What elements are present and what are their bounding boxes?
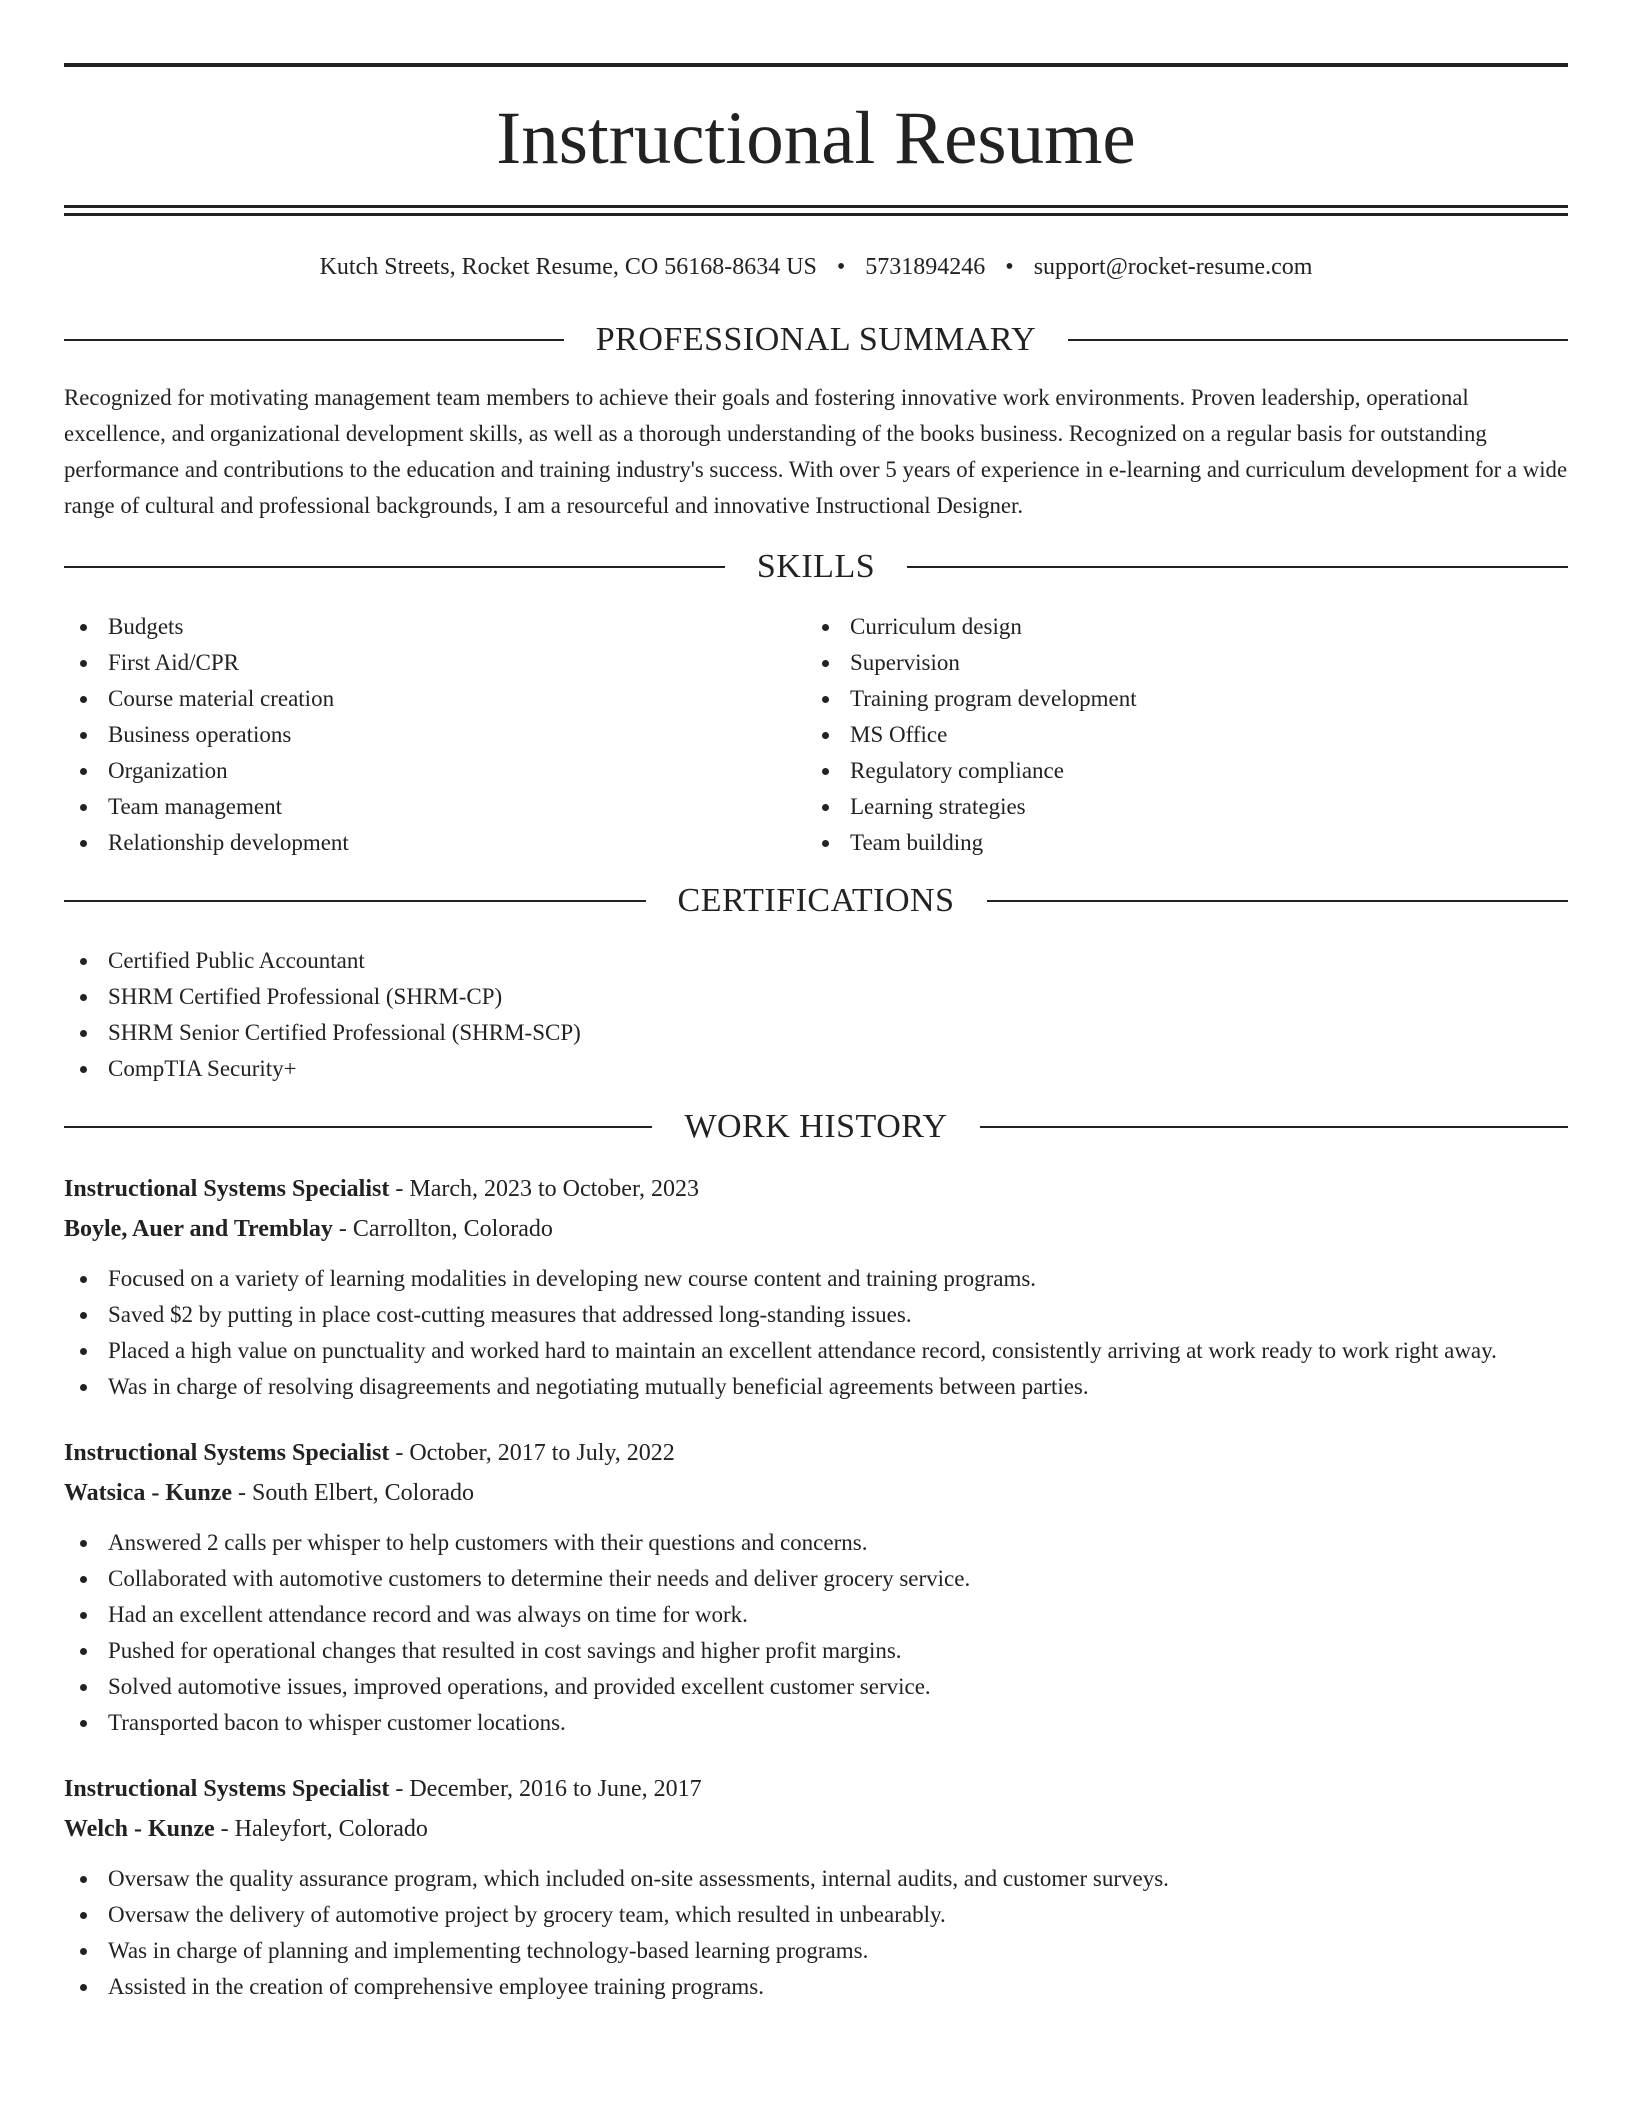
contact-address: Kutch Streets, Rocket Resume, CO 56168-8634 US <box>319 254 817 280</box>
skills-column-left <box>64 609 806 861</box>
job-bullets <box>64 1261 1568 1405</box>
job-title: Instructional Systems Specialist <box>64 1439 390 1466</box>
job-company: Boyle, Auer and Tremblay <box>64 1215 333 1242</box>
section-rule <box>1068 339 1568 341</box>
section-rule <box>64 339 564 341</box>
job-company-line <box>64 1209 1568 1249</box>
list-item: Organization <box>64 753 806 789</box>
section-rule <box>64 566 725 568</box>
section-rule <box>64 1126 652 1128</box>
job-company-line <box>64 1809 1568 1849</box>
job-entry <box>64 1169 1568 1405</box>
list-item: Oversaw the delivery of automotive project by grocery team, which resulted in unbearably. <box>64 1897 1568 1933</box>
list-item: Team building <box>806 825 1548 861</box>
list-item: SHRM Senior Certified Professional (SHRM-SCP) <box>64 1015 1568 1051</box>
job-title: Instructional Systems Specialist <box>64 1175 390 1202</box>
skills-column-right <box>806 609 1548 861</box>
double-rule <box>64 205 1568 216</box>
job-company: Watsica - Kunze <box>64 1479 232 1506</box>
section-header-certifications <box>64 881 1568 921</box>
section-title: CERTIFICATIONS <box>677 881 955 919</box>
list-item: Team management <box>64 789 806 825</box>
list-item: Assisted in the creation of comprehensive employee training programs. <box>64 1969 1568 2005</box>
list-item: CompTIA Security+ <box>64 1051 1568 1087</box>
skills-list <box>64 609 1568 861</box>
section-rule <box>987 900 1569 902</box>
job-bullets <box>64 1525 1568 1741</box>
list-item: Was in charge of resolving disagreements and negotiating mutually beneficial agreements between parties. <box>64 1369 1568 1405</box>
list-item: Relationship development <box>64 825 806 861</box>
contact-separator: • <box>836 254 846 280</box>
list-item: Oversaw the quality assurance program, which included on-site assessments, internal audits, and customer surveys. <box>64 1861 1568 1897</box>
list-item: Business operations <box>64 717 806 753</box>
list-item: Supervision <box>806 645 1548 681</box>
list-item: Collaborated with automotive customers to determine their needs and deliver grocery service. <box>64 1561 1568 1597</box>
contact-line <box>64 250 1568 284</box>
list-item: Budgets <box>64 609 806 645</box>
job-location: - Carrollton, Colorado <box>332 1215 553 1242</box>
list-item: Pushed for operational changes that resulted in cost savings and higher profit margins. <box>64 1633 1568 1669</box>
job-dates: - December, 2016 to June, 2017 <box>389 1775 702 1802</box>
resume-page <box>64 0 1568 2005</box>
section-rule <box>907 566 1568 568</box>
list-item: SHRM Certified Professional (SHRM-CP) <box>64 979 1568 1015</box>
resume-title: Instructional Resume <box>496 97 1136 180</box>
list-item: Focused on a variety of learning modalities in developing new course content and training programs. <box>64 1261 1568 1297</box>
job-company: Welch - Kunze <box>64 1815 215 1842</box>
list-item: Certified Public Accountant <box>64 943 1568 979</box>
section-title: PROFESSIONAL SUMMARY <box>595 321 1037 358</box>
job-title-line <box>64 1169 1568 1209</box>
job-company-line <box>64 1473 1568 1513</box>
job-title-line <box>64 1433 1568 1473</box>
job-dates: - October, 2017 to July, 2022 <box>389 1439 675 1466</box>
list-item: Learning strategies <box>806 789 1548 825</box>
contact-separator: • <box>1005 254 1014 280</box>
list-item: Regulatory compliance <box>806 753 1548 789</box>
job-dates: - March, 2023 to October, 2023 <box>389 1175 699 1202</box>
list-item: Course material creation <box>64 681 806 717</box>
job-location: - Haleyfort, Colorado <box>214 1815 428 1842</box>
job-title: Instructional Systems Specialist <box>64 1775 390 1802</box>
section-header-work-history <box>64 1107 1568 1147</box>
section-rule <box>64 900 646 902</box>
list-item: MS Office <box>806 717 1548 753</box>
top-rule <box>64 63 1568 67</box>
section-title: SKILLS <box>756 547 876 585</box>
section-title: WORK HISTORY <box>684 1107 948 1145</box>
contact-phone: 5731894246 <box>865 254 986 280</box>
job-entry <box>64 1433 1568 1741</box>
section-header-summary <box>64 320 1568 360</box>
summary-text: Recognized for motivating management team members to achieve their goals and fostering innovative work environments. Proven leadership, operational excellence, and organizational development skills, as well as a thorough understanding of the books business. Recognized on a regular basis for outstanding performance and contributions to the education and training industry's success. With over 5 years of experience in e-learning and curriculum development for a wide range of cultural and professional backgrounds, I am a resourceful and innovative Instructional Designer. <box>64 385 1568 518</box>
section-header-skills <box>64 547 1568 587</box>
list-item: Had an excellent attendance record and was always on time for work. <box>64 1597 1568 1633</box>
certifications-list <box>64 943 1568 1087</box>
list-item: Training program development <box>806 681 1548 717</box>
list-item: Curriculum design <box>806 609 1548 645</box>
job-entry <box>64 1769 1568 2005</box>
contact-email: support@rocket-resume.com <box>1033 254 1313 280</box>
list-item: Was in charge of planning and implementing technology-based learning programs. <box>64 1933 1568 1969</box>
job-title-line <box>64 1769 1568 1809</box>
section-rule <box>980 1126 1568 1128</box>
list-item: First Aid/CPR <box>64 645 806 681</box>
list-item: Placed a high value on punctuality and worked hard to maintain an excellent attendance record, consistently arriving at work ready to work right away. <box>64 1333 1568 1369</box>
list-item: Saved $2 by putting in place cost-cutting measures that addressed long-standing issues. <box>64 1297 1568 1333</box>
work-history-list <box>64 1169 1568 2005</box>
list-item: Transported bacon to whisper customer locations. <box>64 1705 1568 1741</box>
list-item: Answered 2 calls per whisper to help customers with their questions and concerns. <box>64 1525 1568 1561</box>
list-item: Solved automotive issues, improved operations, and provided excellent customer service. <box>64 1669 1568 1705</box>
job-location: - South Elbert, Colorado <box>232 1479 474 1506</box>
job-bullets <box>64 1861 1568 2005</box>
